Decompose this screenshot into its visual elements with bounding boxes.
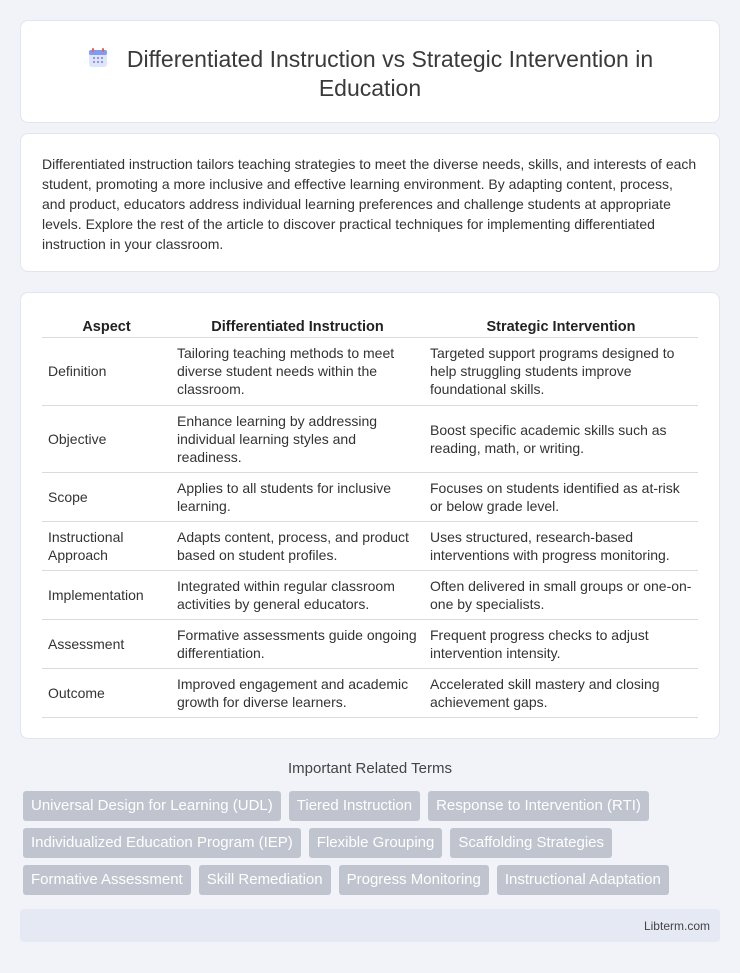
- tag-formative-assessment[interactable]: Formative Assessment: [23, 865, 191, 895]
- row-strategic: Uses structured, research-based interventions with progress monitoring.: [424, 521, 698, 570]
- related-terms-tags: [23, 791, 723, 902]
- header-differentiated: Differentiated Instruction: [171, 317, 424, 337]
- tag-udl[interactable]: Universal Design for Learning (UDL): [23, 791, 281, 821]
- tag-skill-remediation[interactable]: Skill Remediation: [199, 865, 331, 895]
- table-row: [42, 521, 698, 570]
- tag-instructional-adaptation[interactable]: Instructional Adaptation: [497, 865, 669, 895]
- row-differentiated: Adapts content, process, and product based on student profiles.: [171, 521, 424, 570]
- header-strategic: Strategic Intervention: [424, 317, 698, 337]
- comparison-table-card: [20, 292, 720, 739]
- table-row: [42, 668, 698, 717]
- row-strategic: Targeted support programs designed to help struggling students improve foundational skills.: [424, 337, 698, 405]
- tag-row: [23, 791, 723, 821]
- comparison-table: [42, 317, 698, 718]
- table-row: [42, 337, 698, 405]
- page-title: Differentiated Instruction vs Strategic Intervention in Education: [126, 46, 654, 101]
- tag-iep[interactable]: Individualized Education Program (IEP): [23, 828, 301, 858]
- tag-tiered-instruction[interactable]: Tiered Instruction: [289, 791, 420, 821]
- tag-row: [23, 828, 723, 858]
- row-differentiated: Integrated within regular classroom activities by general educators.: [171, 570, 424, 619]
- tag-flexible-grouping[interactable]: Flexible Grouping: [309, 828, 443, 858]
- table-row: [42, 619, 698, 668]
- intro-paragraph: Differentiated instruction tailors teaching strategies to meet the diverse needs, skills, and interests of each student, promoting a more inclusive and effective learning environment. By adapting content, process, and product, educators address individual learning preferences and challenge students at appropriate levels. Explore the rest of the article to discover practical techniques for implementing differentiated instruction in your classroom.: [42, 156, 697, 252]
- footer: [20, 909, 720, 942]
- row-strategic: Often delivered in small groups or one-on-one by specialists.: [424, 570, 698, 619]
- related-terms-title: Important Related Terms: [288, 760, 452, 777]
- row-differentiated: Applies to all students for inclusive learning.: [171, 472, 424, 521]
- row-aspect: Implementation: [42, 570, 171, 619]
- row-strategic: Frequent progress checks to adjust intervention intensity.: [424, 619, 698, 668]
- row-aspect: Scope: [42, 472, 171, 521]
- intro-card: [20, 133, 720, 272]
- row-aspect: Definition: [42, 337, 171, 405]
- tag-row: [23, 865, 723, 895]
- tag-scaffolding-strategies[interactable]: Scaffolding Strategies: [450, 828, 612, 858]
- header-aspect: Aspect: [42, 317, 171, 337]
- table-row: [42, 405, 698, 472]
- tag-rti[interactable]: Response to Intervention (RTI): [428, 791, 649, 821]
- row-aspect: Assessment: [42, 619, 171, 668]
- table-header-row: [42, 317, 698, 337]
- row-strategic: Focuses on students identified as at-risk or below grade level.: [424, 472, 698, 521]
- page-title-wrap: [61, 45, 679, 103]
- row-aspect: Objective: [42, 405, 171, 472]
- row-strategic: Accelerated skill mastery and closing achievement gaps.: [424, 668, 698, 717]
- row-differentiated: Enhance learning by addressing individual learning styles and readiness.: [171, 405, 424, 472]
- row-aspect: Outcome: [42, 668, 171, 717]
- row-strategic: Boost specific academic skills such as reading, math, or writing.: [424, 405, 698, 472]
- calendar-icon: [87, 47, 109, 69]
- header-card: [20, 20, 720, 123]
- row-differentiated: Formative assessments guide ongoing differentiation.: [171, 619, 424, 668]
- tag-progress-monitoring[interactable]: Progress Monitoring: [339, 865, 489, 895]
- footer-brand-link[interactable]: Libterm.com: [643, 919, 710, 933]
- table-row: [42, 570, 698, 619]
- table-row: [42, 472, 698, 521]
- row-differentiated: Tailoring teaching methods to meet diverse student needs within the classroom.: [171, 337, 424, 405]
- row-aspect: Instructional Approach: [42, 521, 171, 570]
- row-differentiated: Improved engagement and academic growth for diverse learners.: [171, 668, 424, 717]
